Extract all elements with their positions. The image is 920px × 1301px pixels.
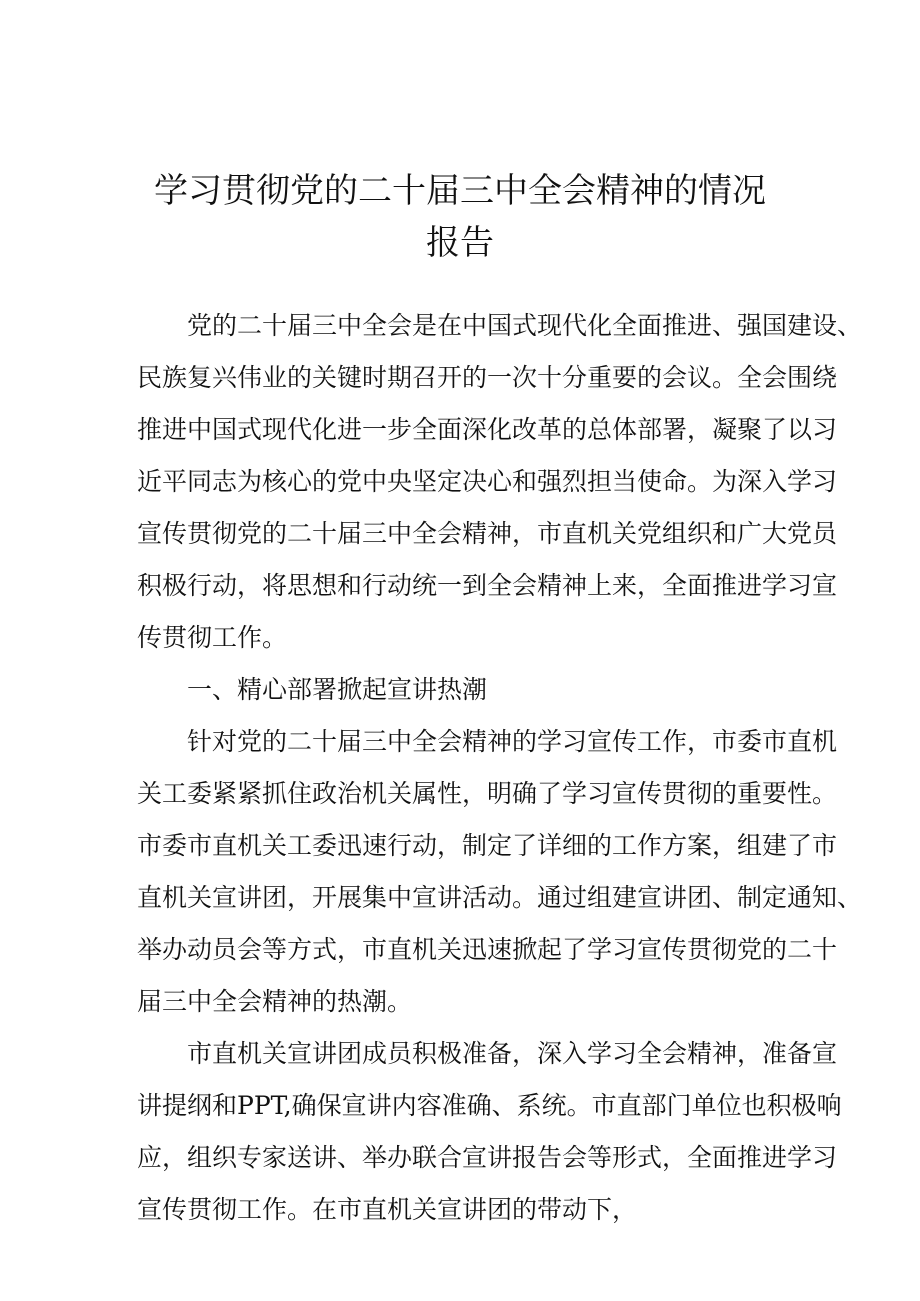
paragraph-3-line: 宣传贯彻工作。在市直机关宣讲团的带动下， xyxy=(137,1195,638,1224)
document-title-line-1: 学习贯彻党的二十届三中全会精神的情况 xyxy=(154,171,766,211)
paragraph-2-line: 关工委紧紧抓住政治机关属性，明确了学习宣传贯彻的重要性。 xyxy=(137,779,838,808)
paragraph-2-line: 直机关宣讲团，开展集中宣讲活动。通过组建宣讲团、制定通知、 xyxy=(137,883,863,912)
paragraph-2-line: 针对党的二十届三中全会精神的学习宣传工作，市委市直机 xyxy=(187,727,838,756)
paragraph-1-line: 推进中国式现代化进一步全面深化改革的总体部署，凝聚了以习 xyxy=(137,415,838,444)
paragraph-1-line: 宣传贯彻党的二十届三中全会精神，市直机关党组织和广大党员 xyxy=(137,519,838,548)
paragraph-1-line: 近平同志为核心的党中央坚定决心和强烈担当使命。为深入学习 xyxy=(137,467,838,496)
paragraph-2-line: 市委市直机关工委迅速行动，制定了详细的工作方案，组建了市 xyxy=(137,831,838,860)
paragraph-1-line: 传贯彻工作。 xyxy=(137,623,288,652)
paragraph-3-line: 市直机关宣讲团成员积极准备，深入学习全会精神，准备宣 xyxy=(187,1039,838,1068)
paragraph-1-line: 党的二十届三中全会是在中国式现代化全面推进、强国建设、 xyxy=(187,311,863,340)
paragraph-1-line: 民族复兴伟业的关键时期召开的一次十分重要的会议。全会围绕 xyxy=(137,363,838,392)
paragraph-3-line: 应，组织专家送讲、举办联合宣讲报告会等形式，全面推进学习 xyxy=(137,1143,838,1172)
section-1-heading: 一、精心部署掀起宣讲热潮 xyxy=(187,675,488,704)
paragraph-2-line: 举办动员会等方式，市直机关迅速掀起了学习宣传贯彻党的二十 xyxy=(137,935,838,964)
paragraph-1-line: 积极行动，将思想和行动统一到全会精神上来，全面推进学习宣 xyxy=(137,571,838,600)
document-title-line-2: 报告 xyxy=(426,223,494,263)
paragraph-2-line: 届三中全会精神的热潮。 xyxy=(137,987,413,1016)
paragraph-3-line: 讲提纲和PPT,确保宣讲内容准确、系统。市直部门单位也积极响 xyxy=(137,1091,842,1120)
